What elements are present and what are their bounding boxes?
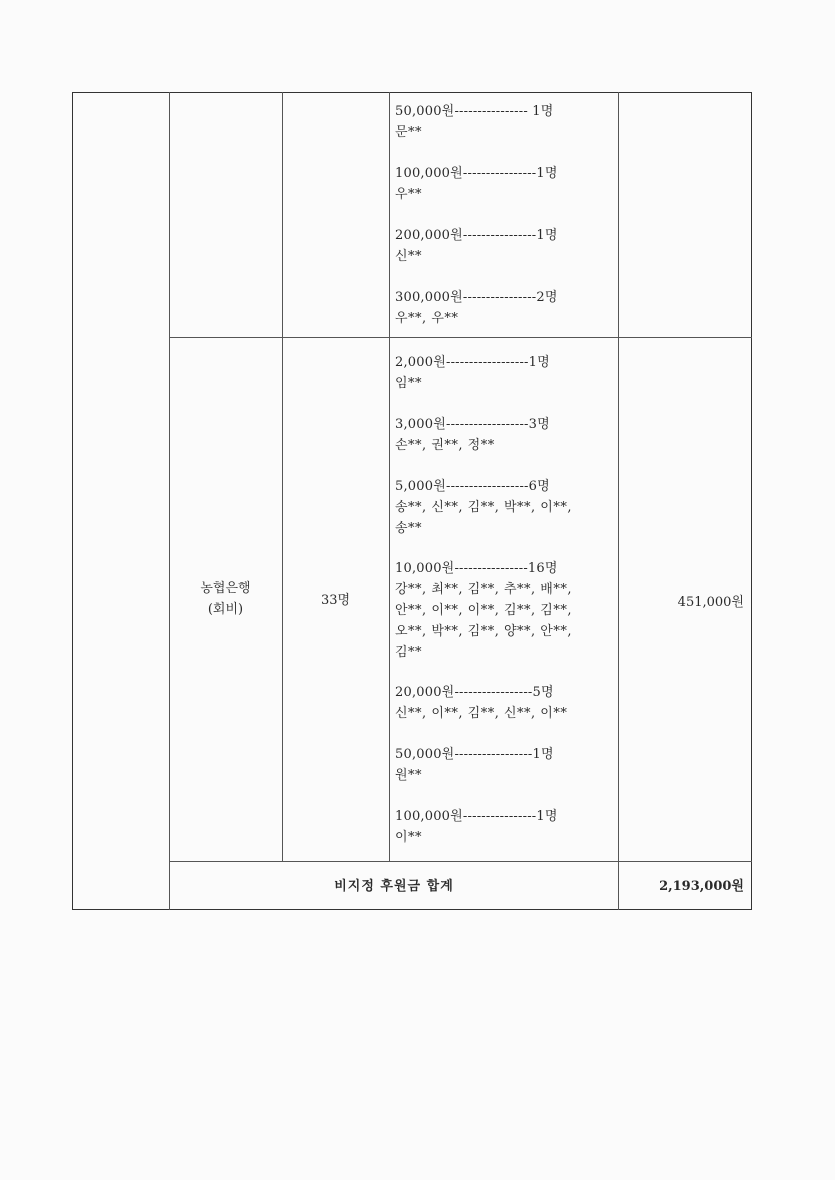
- donor-names: 안**, 이**, 이**, 김**, 김**,: [395, 603, 572, 618]
- amount-line: 3,000원------------------3명: [395, 417, 550, 432]
- donor-names: 임**: [395, 376, 423, 391]
- column-divider: [282, 92, 283, 861]
- donation-entry: [395, 352, 550, 394]
- donation-entry: [395, 163, 558, 205]
- amount-line: 50,000원-----------------1명: [395, 747, 554, 762]
- bank-name-cell: [169, 578, 282, 620]
- donor-names: 송**, 신**, 김**, 박**, 이**,: [395, 500, 572, 515]
- donation-entry: [395, 806, 558, 848]
- donation-entry: [395, 682, 567, 724]
- donation-entry: [395, 558, 572, 663]
- row-divider: [169, 861, 752, 862]
- donation-entry: [395, 287, 558, 329]
- amount-line: 5,000원------------------6명: [395, 479, 550, 494]
- amount-line: 10,000원----------------16명: [395, 561, 558, 576]
- donor-names: 강**, 최**, 김**, 추**, 배**,: [395, 582, 572, 597]
- amount-line: 100,000원----------------1명: [395, 809, 558, 824]
- donation-entry: [395, 744, 554, 786]
- column-divider: [169, 92, 170, 910]
- donation-entry: [395, 101, 554, 143]
- donor-names: 원**: [395, 768, 423, 783]
- donor-names: 문**: [395, 125, 423, 140]
- amount-line: 20,000원-----------------5명: [395, 685, 554, 700]
- donor-names: 손**, 권**, 정**: [395, 438, 495, 453]
- donor-count: 33명: [320, 593, 351, 608]
- subtotal-amount: 451,000원: [677, 595, 744, 610]
- amount-line: 50,000원---------------- 1명: [395, 104, 554, 119]
- donor-names: 이**: [395, 830, 423, 845]
- bank-name: 농협은행: [200, 581, 251, 596]
- total-value: 2,193,000원: [659, 879, 744, 894]
- donor-names: 우**: [395, 187, 423, 202]
- bank-note: (회비): [207, 602, 244, 617]
- amount-line: 100,000원----------------1명: [395, 166, 558, 181]
- donation-entry: [395, 225, 558, 267]
- total-label: 비지정 후원금 합계: [334, 879, 454, 894]
- donor-names: 신**, 이**, 김**, 신**, 이**: [395, 706, 568, 721]
- donor-names: 우**, 우**: [395, 311, 459, 326]
- donor-names: 송**: [395, 521, 423, 536]
- donation-entry: [395, 476, 572, 539]
- amount-line: 2,000원------------------1명: [395, 355, 550, 370]
- donor-names: 오**, 박**, 김**, 양**, 안**,: [395, 624, 572, 639]
- column-divider: [389, 92, 390, 861]
- donation-entry: [395, 414, 550, 456]
- amount-line: 300,000원----------------2명: [395, 290, 558, 305]
- donor-names: 신**: [395, 249, 423, 264]
- column-divider: [618, 92, 619, 910]
- amount-line: 200,000원----------------1명: [395, 228, 558, 243]
- donor-names: 김**: [395, 645, 423, 660]
- row-divider: [169, 337, 752, 338]
